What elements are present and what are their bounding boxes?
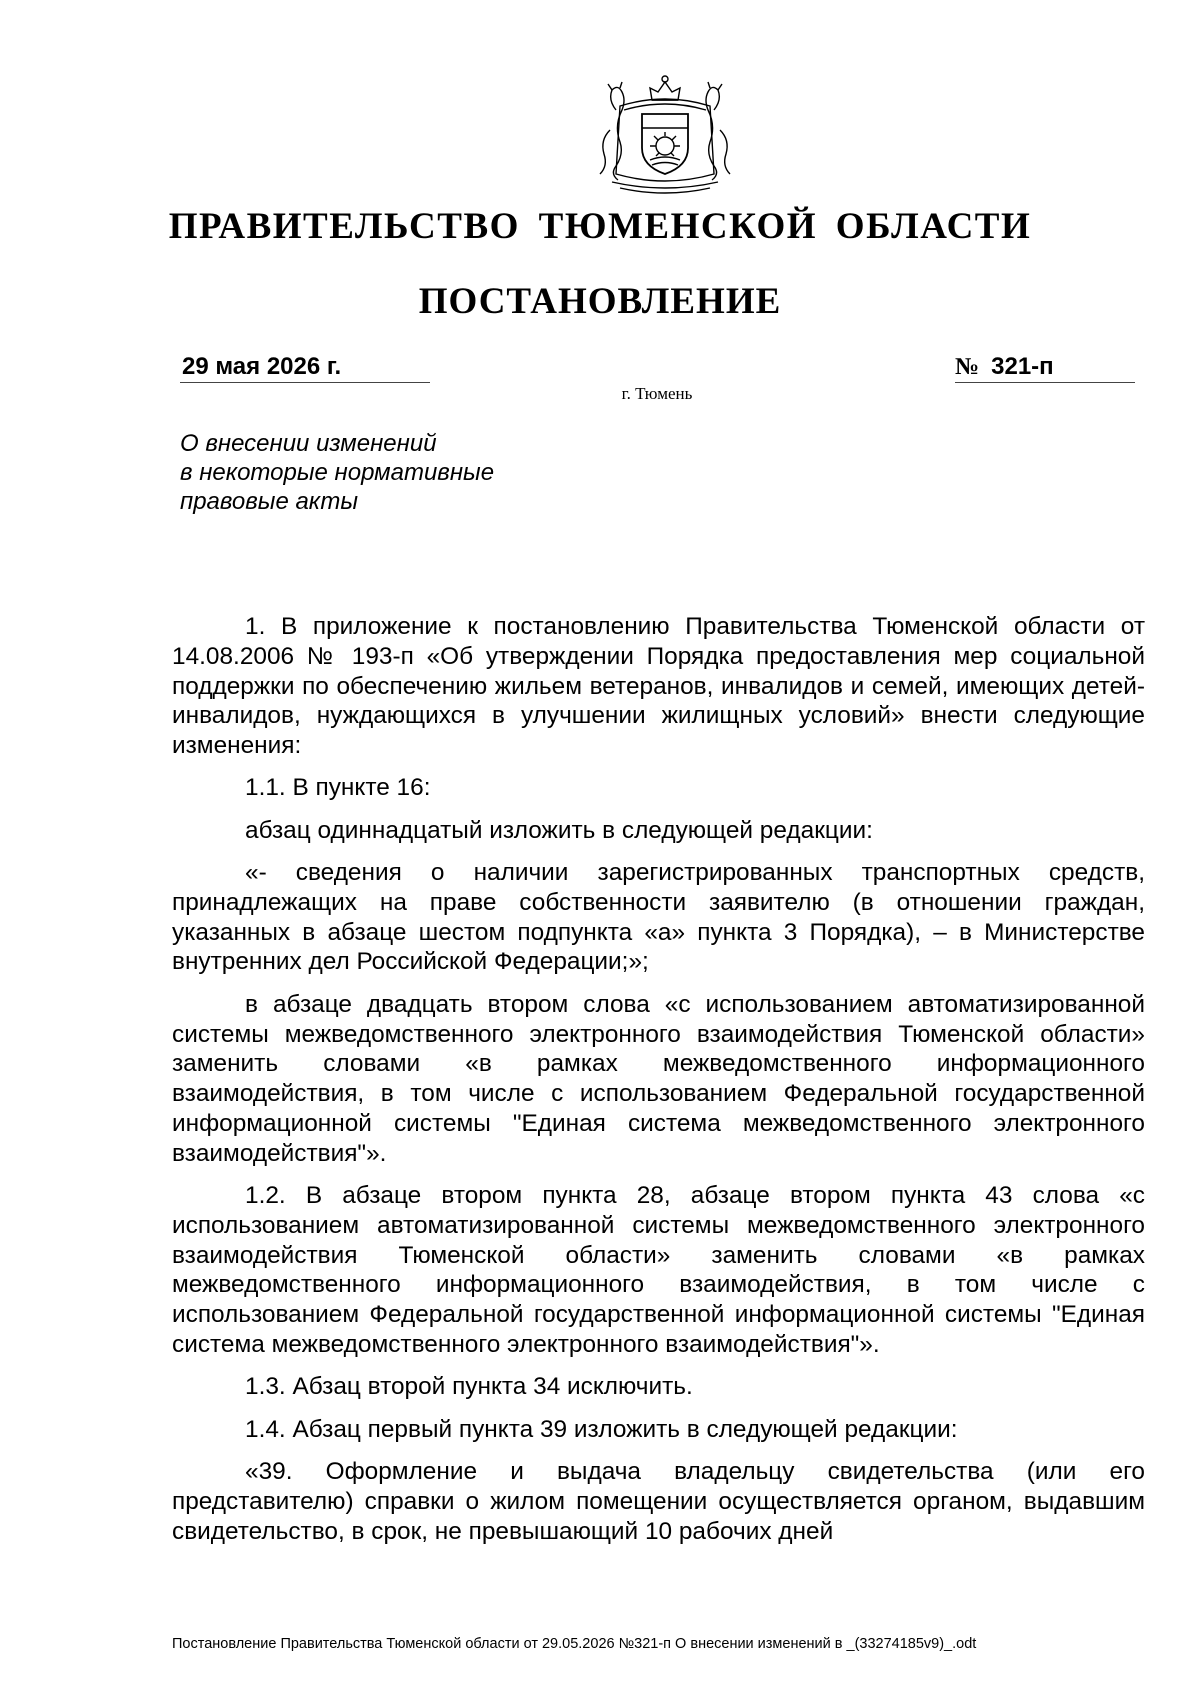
subject-line: правовые акты (180, 488, 359, 515)
body-paragraph: «39. Оформление и выдача владельцу свидетельства (или его представителю) справки о жилом помещении осуществляется органом, выдавшим свидетельство, в срок, не превышающий 10 рабочих дней (172, 1457, 1145, 1545)
document-type-title: ПОСТАНОВЛЕНИЕ (418, 281, 782, 322)
decree-number: 321-п (991, 353, 1054, 380)
decree-number-field (955, 352, 1135, 383)
body-paragraph: в абзаце двадцать втором слова «с использованием автоматизированной системы межведомственного электронного взаимодействия Тюменской области» заменить словами «в рамках межведомственного информационного взаимодействия, в том числе с использованием Федеральной государственной информационной системы "Единая система межведомственного электронного взаимодействия"». (172, 990, 1145, 1167)
decree-date: 29 мая 2026 г. (182, 353, 342, 380)
body-paragraph: 1.2. В абзаце втором пункта 28, абзаце втором пункта 43 слова «с использованием автоматизированной системы межведомственного электронного взаимодействия Тюменской области» заменить словами «в рамках межведомственного информационного взаимодействия, в том числе с использованием Федеральной государственной информационной системы "Единая система межведомственного электронного взаимодействия"». (172, 1182, 1145, 1359)
body-paragraph: 1. В приложение к постановлению Правительства Тюменской области от 14.08.2006 № 193-п «Об утверждении Порядка предоставления мер социальной поддержки по обеспечению жильем ветеранов, инвалидов и семей, имеющих детей-инвалидов, нуждающихся в улучшении жилищных условий» внести следующие изменения: (172, 613, 1145, 760)
number-sign: № (955, 354, 980, 380)
body-paragraph: 1.4. Абзац первый пункта 39 изложить в следующей редакции: (245, 1415, 958, 1443)
body-paragraph: абзац одиннадцатый изложить в следующей редакции: (245, 816, 873, 844)
body-paragraph: «- сведения о наличии зарегистрированных транспортных средств, принадлежащих на праве собственности заявителю (в отношении граждан, указанных в абзаце шестом подпункта «а» пункта 3 Порядка), – в Министерстве внутренних дел Российской Федерации;»; (172, 859, 1145, 976)
coat-of-arms-emblem (590, 70, 740, 200)
government-title: ПРАВИТЕЛЬСТВО ТЮМЕНСКОЙ ОБЛАСТИ (168, 206, 1032, 247)
body-paragraph: 1.3. Абзац второй пункта 34 исключить. (245, 1373, 693, 1401)
subject-line: О внесении изменений (180, 430, 437, 457)
decree-subject (180, 429, 600, 516)
decree-body (172, 612, 1145, 1559)
body-paragraph: 1.1. В пункте 16: (245, 774, 431, 802)
page-footer: Постановление Правительства Тюменской области от 29.05.2026 №321-п О внесении изменений в _(33274185v9)_.odt (172, 1636, 977, 1652)
subject-line: в некоторые нормативные (180, 459, 495, 486)
decree-date-field (180, 352, 430, 383)
city-label: г. Тюмень (621, 384, 693, 403)
